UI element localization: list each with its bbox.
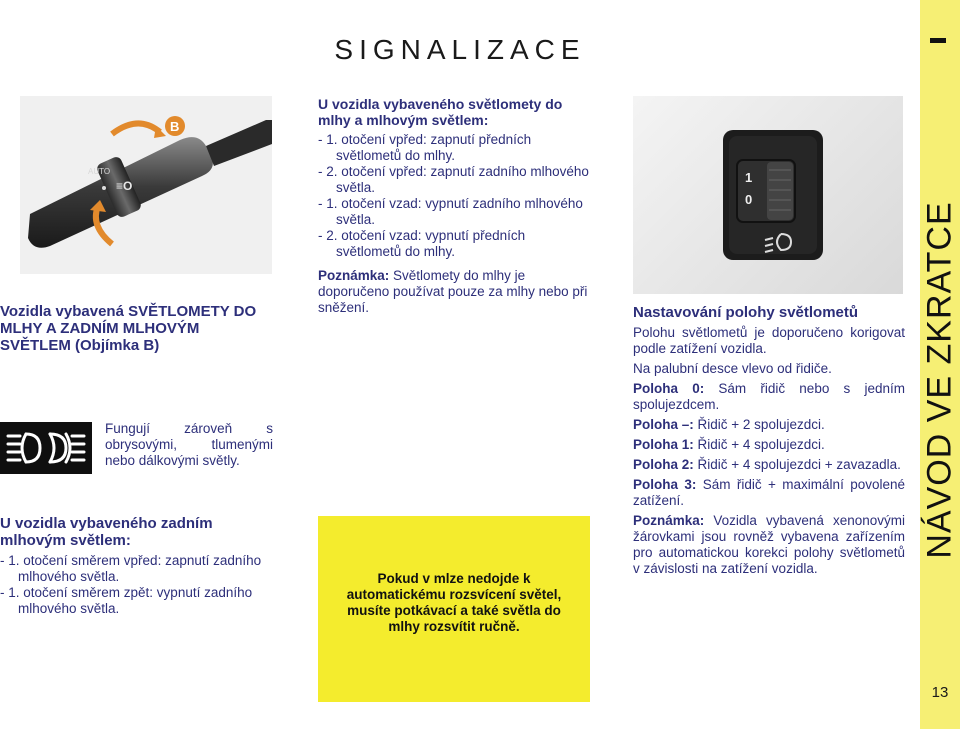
list-item: - 2. otočení vpřed: zapnutí zadního mlhového světla. [318,164,589,195]
side-dash [930,38,946,43]
fog-lights-description: Fungují zároveň s obrysovými, tlumenými nebo dálkovými světly. [105,421,273,468]
list-item: - 1. otočení směrem vpřed: zapnutí zadního mlhového světla. [0,553,262,584]
front-rear-fog-section [318,96,590,316]
page-title: SIGNALIZACE [334,34,586,65]
position-label: Poloha –: [633,417,694,432]
headlamp-location: Na palubní desce vlevo od řidiče. [633,361,832,376]
fog-lights-heading: Vozidla vybavená SVĚTLOMETY DO MLHY A ZADNÍM MLHOVÝM SVĚTLEM (Objímka B) [0,303,257,354]
warning-text: Pokud v mlze nedojde k automatickému rozsvícení světel, musíte potkávací a také světla do mlhy rozsvítit ručně. [346,571,562,634]
position-text: Sám řidič nebo s jedním spolujezdcem. [633,381,905,412]
section-title-vertical: NÁVOD VE ZKRATCE [920,201,959,559]
note-label: Poznámka: [633,513,705,528]
headlamp-adjust-section [633,304,905,581]
headlamp-intro: Polohu světlometů je doporučeno korigovat podle zatížení vozidla. [633,325,905,356]
position-label: Poloha 0: [633,381,705,396]
stalk-illustration [20,96,272,274]
fog-lamp-icon [0,422,92,474]
lighting-stalk-photo [20,96,272,274]
position-text: Řidič + 2 spolujezdci. [697,417,825,432]
position-text: Řidič + 4 spolujezdci. [697,437,825,452]
position-item [633,477,905,509]
list-item: - 1. otočení vpřed: zapnutí předních světlometů do mlhy. [318,132,532,163]
position-label: Poloha 3: [633,477,697,492]
rear-fog-section [0,515,275,617]
switch-digit-0: 0 [745,192,753,207]
position-item [633,381,905,413]
list-item: - 1. otočení směrem zpět: vypnutí zadního mlhového světla. [0,585,253,616]
position-item [633,417,905,433]
warning-box [318,516,590,702]
adjuster-switch-illustration [633,96,903,294]
position-label: Poloha 2: [633,457,694,472]
svg-text:AUTO: AUTO [88,167,111,176]
xenon-note [633,513,905,577]
list-item: - 2. otočení vzad: vypnutí předních světlometů do mlhy. [318,228,526,259]
list-item: - 1. otočení vzad: vypnutí zadního mlhového světla. [318,196,583,227]
position-label: Poloha 1: [633,437,694,452]
fog-note [318,268,590,316]
fog-lights-icon-box [0,422,92,474]
note-text: Vozidla vybavená xenonovými žárovkami jsou rovněž vybavena zařízením pro automatickou korekci polohy světlometů v závislosti na zatížení vozidla. [633,513,905,576]
front-rear-fog-steps [318,132,590,260]
rear-fog-steps [0,553,275,617]
note-text: Světlomety do mlhy je doporučeno používat pouze za mlhy nebo při sněžení. [318,268,588,315]
position-text: Řidič + 4 spolujezdci + zavazadla. [697,457,901,472]
svg-text:≡O: ≡O [116,179,133,193]
position-text: Sám řidič + maximální povolené zatížení. [633,477,905,508]
page-number: 13 [931,684,949,701]
headlamp-adjuster-photo [633,96,903,294]
headlamp-adjust-heading: Nastavování polohy světlometů [633,304,859,321]
stalk-label-b: B [170,119,180,134]
position-item [633,457,905,473]
front-rear-fog-heading: U vozidla vybaveného světlomety do mlhy a mlhovým světlem: [318,96,563,128]
switch-digit-1: 1 [745,170,753,185]
position-item [633,437,905,453]
note-label: Poznámka: [318,268,390,283]
rear-fog-heading: U vozidla vybaveného zadním mlhovým světlem: [0,515,213,549]
